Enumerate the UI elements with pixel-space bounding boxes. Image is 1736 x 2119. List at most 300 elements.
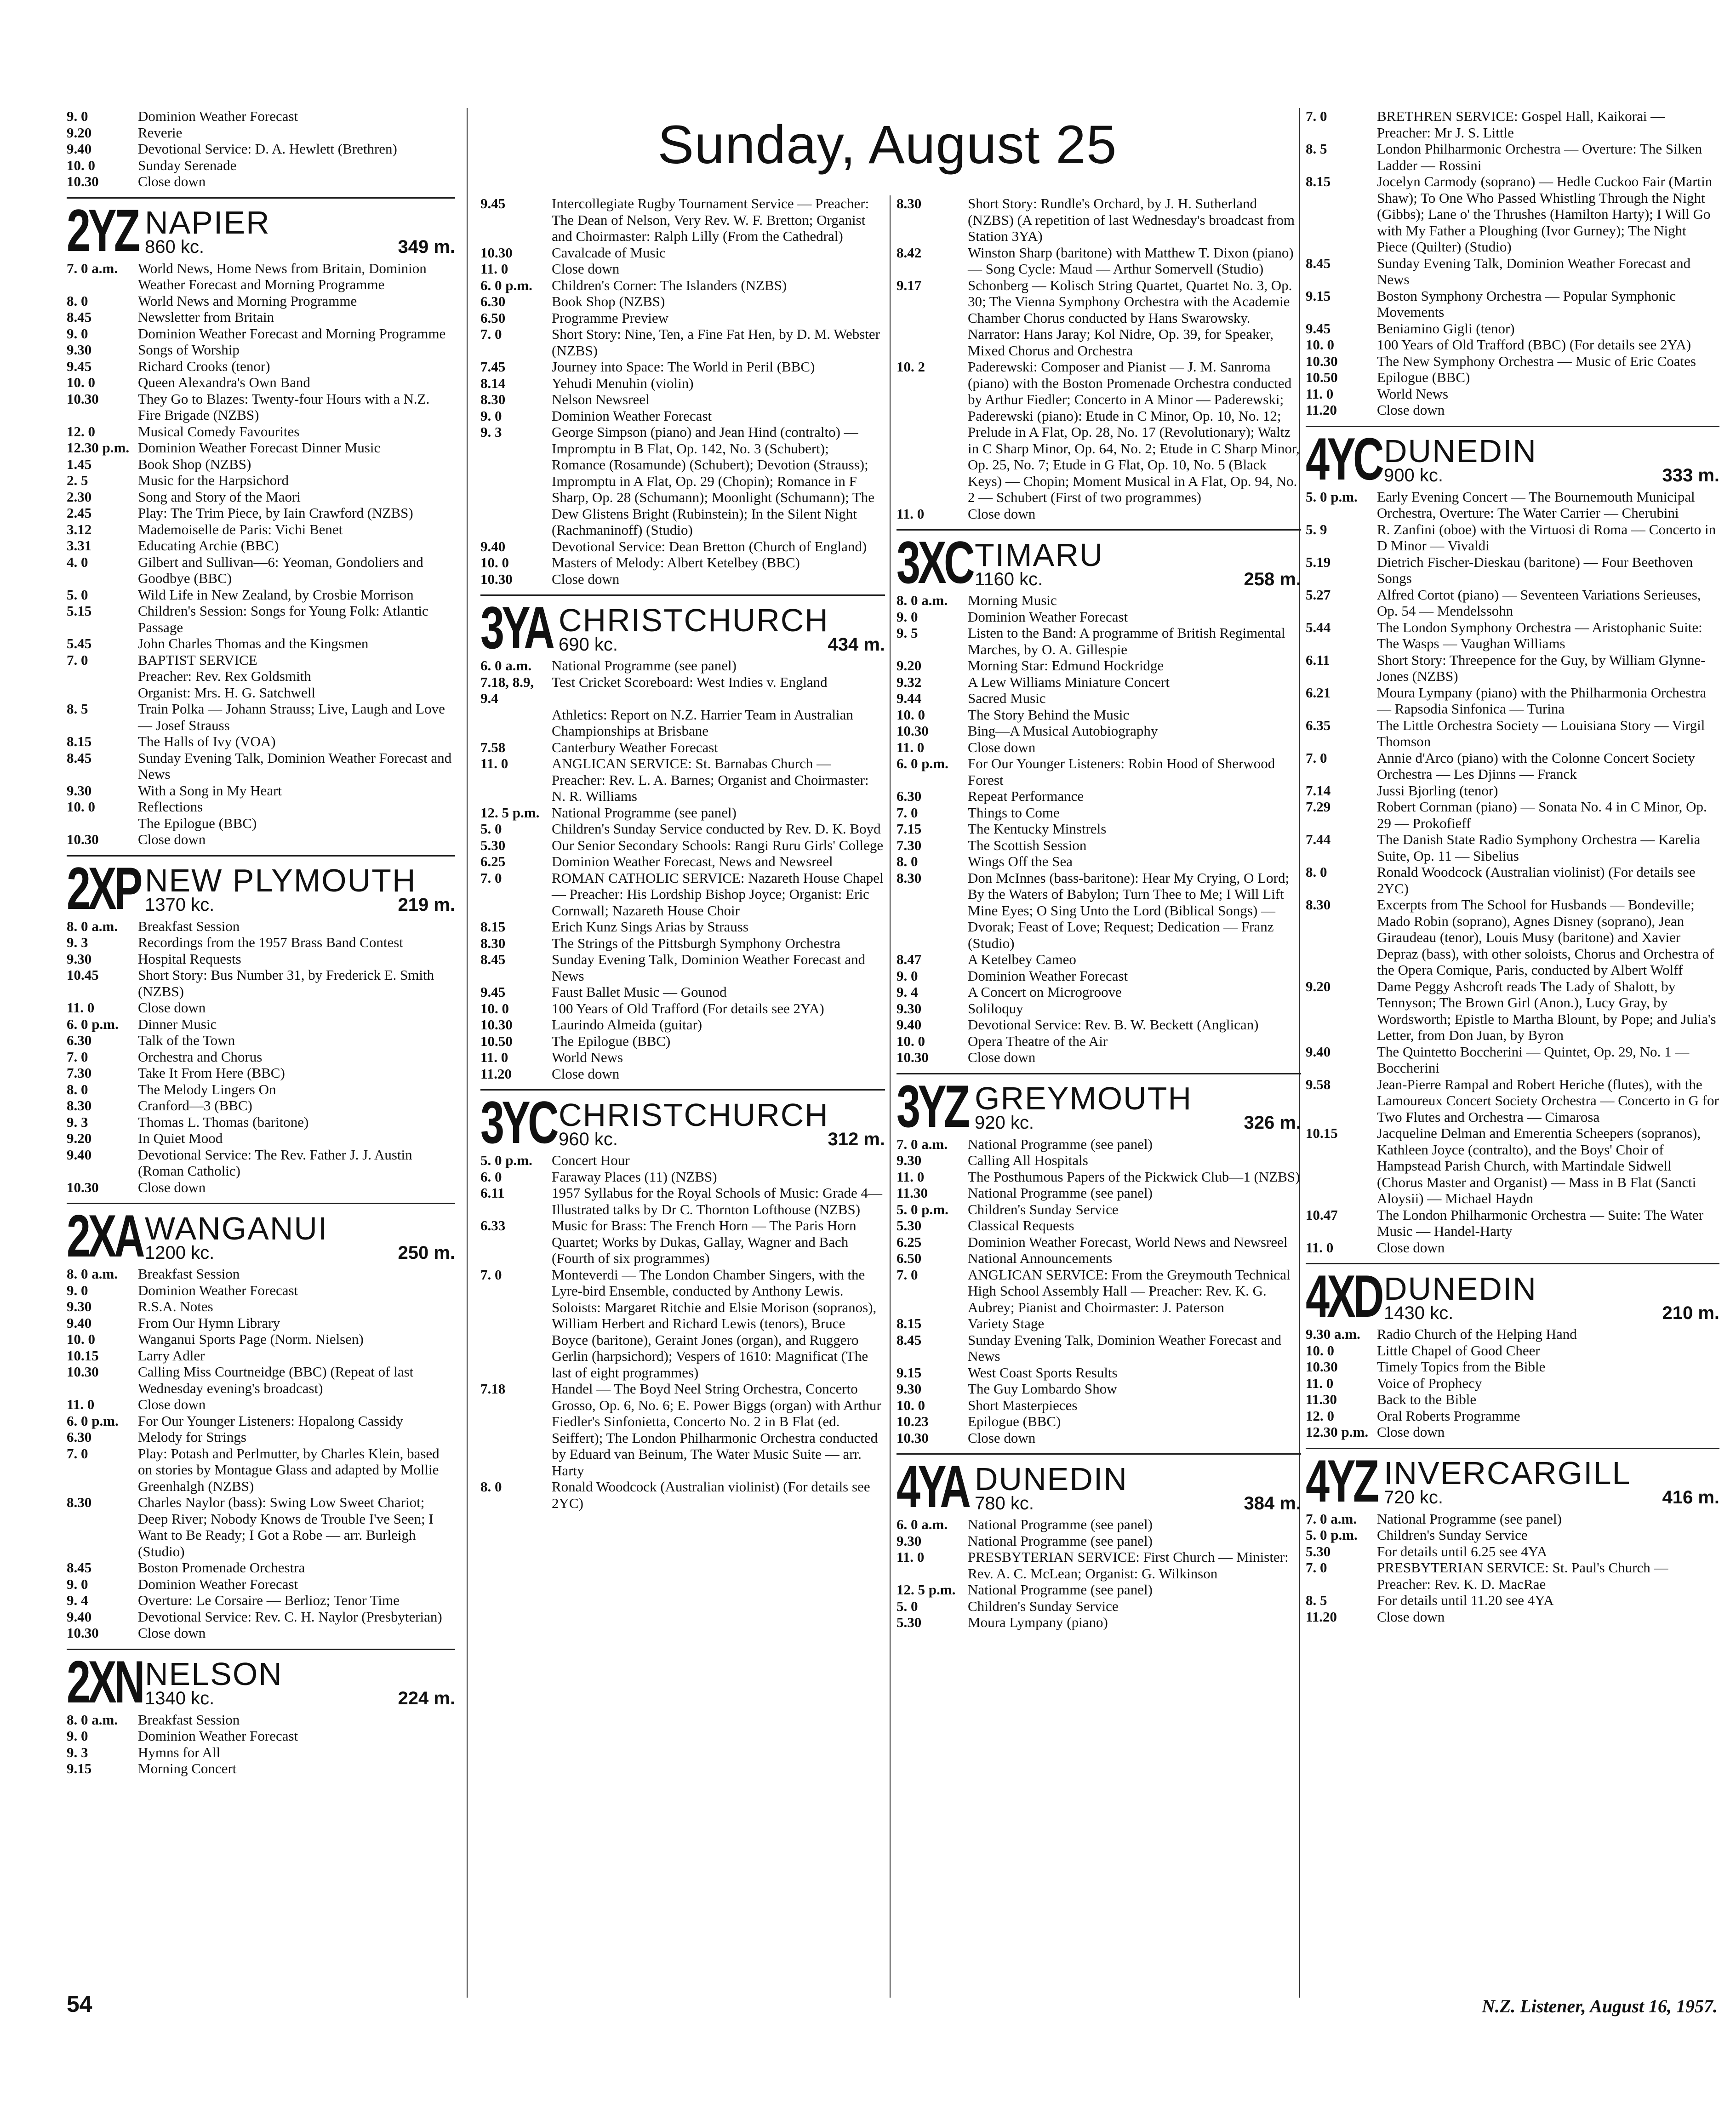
programme-time: 8. 0 a.m. — [897, 592, 948, 608]
programme-time: 6.35 — [1306, 717, 1331, 733]
programme-entry — [480, 277, 885, 294]
programme-entry — [67, 358, 455, 375]
programme-entry — [897, 195, 1301, 245]
programme-entry — [480, 1185, 885, 1217]
programme-entry — [67, 967, 455, 1000]
programme-time: 11.30 — [897, 1185, 928, 1201]
station-frequency: 720 kc. — [1384, 1487, 1443, 1508]
programme-time: 10.30 — [480, 571, 513, 587]
programme-entry — [67, 799, 455, 815]
dunedin-4xd-schedule — [1306, 1326, 1719, 1440]
programme-title: Beniamino Gigli (tenor) — [1377, 320, 1515, 337]
programme-entry — [67, 1114, 455, 1131]
station-wavelength: 384 m. — [1244, 1493, 1301, 1514]
programme-entry — [897, 359, 1301, 506]
programme-entry — [67, 309, 455, 326]
programme-time: 9.30 — [67, 342, 92, 358]
station-header-nelson — [67, 1648, 455, 1715]
programme-title: Ronald Woodcock (Australian violinist) (For details see 2YC) — [1377, 864, 1696, 897]
programme-time: 8.15 — [67, 733, 92, 749]
programme-time: 10. 0 — [67, 1331, 95, 1347]
programme-time: 10. 0 — [480, 554, 509, 571]
programme-entry — [1306, 1543, 1719, 1560]
programme-title: Reflections — [138, 799, 203, 815]
programme-time: 9.15 — [67, 1760, 92, 1776]
programme-entry — [1306, 1391, 1719, 1408]
programme-entry — [897, 1614, 1301, 1631]
programme-entry — [1306, 141, 1719, 173]
programme-time: 9. 3 — [67, 1114, 88, 1130]
station-city: DUNEDIN — [1384, 433, 1537, 469]
programme-entry — [67, 423, 455, 440]
programme-entry — [67, 1179, 455, 1196]
programme-time: 8.45 — [897, 1331, 922, 1348]
programme-entry — [897, 805, 1301, 821]
programme-time: 9. 0 — [67, 1282, 88, 1298]
programme-title: Little Chapel of Good Cheer — [1377, 1342, 1540, 1359]
programme-title: Sunday Evening Talk, Dominion Weather Forecast and News — [1377, 255, 1691, 287]
programme-entry — [67, 587, 455, 603]
programme-time: 9.32 — [897, 674, 922, 690]
programme-entry — [67, 1559, 455, 1576]
programme-time: 5.30 — [1306, 1543, 1331, 1559]
programme-entry — [897, 1582, 1301, 1598]
programme-title: Excerpts from The School for Husbands — Bondeville; Mado Robin (soprano), Agnes Disney (soprano), Jean Giraudeau (tenor), Louis Musy (baritone) and Xavier Depraz (bass), with other soloists, Chorus and Orchestra of the Opera Comique, Paris, conducted by Albert Wolff — [1377, 897, 1714, 978]
programme-time: 9.30 — [897, 1532, 922, 1549]
programme-title: Jussi Bjorling (tenor) — [1377, 782, 1498, 799]
programme-title: Hymns for All — [138, 1744, 221, 1760]
station-callsign: 2XA — [67, 1202, 143, 1269]
programme-title: The Melody Lingers On — [138, 1081, 276, 1097]
programme-time: 9.30 — [897, 1000, 922, 1017]
programme-time: 10.30 — [67, 1625, 99, 1641]
programme-entry — [897, 707, 1301, 723]
timaru-schedule — [897, 592, 1301, 1066]
programme-time: 9. 0 — [897, 967, 918, 984]
station-callsign: 2YZ — [67, 196, 138, 264]
programme-time: 11. 0 — [897, 505, 925, 522]
programme-title: From Our Hymn Library — [138, 1314, 280, 1331]
programme-entry — [897, 1267, 1301, 1316]
programme-title: Short Story: Threepence for the Guy, by William Glynne-Jones (NZBS) — [1377, 651, 1706, 684]
programme-time: 12. 5 p.m. — [897, 1582, 956, 1598]
station-header-timaru — [897, 529, 1301, 596]
programme-title: Athletics: Report on N.Z. Harrier Team in Australian Championships at Brisbane — [552, 706, 853, 739]
programme-time: 10. 0 — [897, 1033, 925, 1049]
programme-title: PRESBYTERIAN SERVICE: First Church — Minister: Rev. A. C. McLean; Organist: G. Wilkinson — [968, 1549, 1289, 1582]
programme-title: Early Evening Concert — The Bournemouth Municipal Orchestra, Overture: The Water Carrier — Cherubini — [1377, 488, 1695, 521]
programme-title: Close down — [968, 505, 1036, 522]
programme-title: Close down — [552, 571, 620, 587]
programme-title: A Concert on Microgroove — [968, 984, 1122, 1000]
programme-title: Short Masterpieces — [968, 1397, 1078, 1413]
station-header-invercargill — [1306, 1447, 1719, 1514]
programme-title: In Quiet Mood — [138, 1130, 223, 1146]
programme-time: 3.31 — [67, 537, 92, 554]
programme-title: World News — [1377, 385, 1449, 402]
programme-title: World News and Morning Programme — [138, 292, 357, 309]
programme-title: Children's Sunday Service — [1377, 1527, 1528, 1543]
programme-entry — [67, 440, 455, 456]
station-callsign: 4YZ — [1306, 1447, 1377, 1514]
programme-entry — [1306, 1527, 1719, 1543]
programme-time: 6.50 — [897, 1250, 922, 1266]
programme-title: National Programme (see panel) — [968, 1582, 1153, 1598]
programme-title: Ronald Woodcock (Australian violinist) (For details see 2YC) — [552, 1479, 870, 1511]
programme-entry — [480, 245, 885, 261]
programme-time: 7.30 — [897, 837, 922, 853]
programme-time: 9.30 a.m. — [1306, 1326, 1360, 1342]
station-callsign: 3YC — [480, 1089, 556, 1156]
programme-title: ANGLICAN SERVICE: St. Barnabas Church — Preacher: Rev. L. A. Barnes; Organist and Choirmaster: N. R. Williams — [552, 755, 869, 804]
programme-time: 10.50 — [1306, 369, 1338, 385]
programme-time: 10.45 — [67, 967, 99, 983]
programme-time: 11.20 — [1306, 402, 1337, 418]
programme-time: 10. 0 — [1306, 1342, 1334, 1359]
programme-title: Close down — [1377, 1239, 1445, 1256]
programme-time: 10. 0 — [1306, 337, 1334, 353]
greymouth-schedule — [897, 1136, 1301, 1446]
programme-time: 11. 0 — [897, 1549, 925, 1565]
programme-title: Close down — [1377, 1608, 1445, 1625]
programme-entry — [897, 1549, 1301, 1582]
column-3 — [897, 195, 1301, 2085]
programme-time: 8.45 — [1306, 255, 1331, 271]
station-header-wanganui — [67, 1202, 455, 1269]
programme-time: 9.30 — [897, 1381, 922, 1397]
programme-entry — [897, 870, 1301, 952]
programme-title: Boston Promenade Orchestra — [138, 1559, 305, 1576]
col4-top-schedule — [1306, 108, 1719, 418]
programme-time: 5. 9 — [1306, 521, 1327, 537]
programme-time: 6.25 — [480, 853, 506, 869]
station-header-dunedin-4yc — [1306, 425, 1719, 492]
programme-time: 7. 0 — [67, 651, 88, 668]
station-header-new-plymouth — [67, 854, 455, 922]
programme-time: 9.30 — [67, 1298, 92, 1314]
programme-entry — [67, 157, 455, 174]
programme-time: 8. 0 — [897, 853, 918, 869]
programme-time: 5.15 — [67, 603, 92, 619]
programme-entry — [1306, 750, 1719, 782]
programme-entry — [1306, 652, 1719, 685]
programme-title: Dame Peggy Ashcroft reads The Lady of Shalott, by Tennyson; The Brown Girl (Anon.), Lucy Gray, by Wordsworth; Epistle to Martha Blount, by Pope; and Julia's Letter, from Don Juan, by Byron — [1377, 978, 1716, 1043]
programme-title: Reverie — [138, 124, 183, 141]
programme-title: They Go to Blazes: Twenty-four Hours with a N.Z. Fire Brigade (NZBS) — [138, 390, 430, 423]
programme-time: 6. 0 p.m. — [480, 277, 532, 293]
programme-entry — [897, 984, 1301, 1000]
programme-entry — [897, 1381, 1301, 1397]
programme-title: Book Shop (NZBS) — [138, 456, 251, 472]
programme-time: 9.45 — [480, 195, 506, 211]
programme-entry — [480, 755, 885, 805]
programme-title: Variety Stage — [968, 1315, 1045, 1331]
programme-entry — [1306, 320, 1719, 337]
programme-time: 8.30 — [1306, 897, 1331, 913]
station-frequency: 780 kc. — [975, 1493, 1034, 1514]
programme-time: 6.11 — [480, 1185, 505, 1201]
programme-entry — [897, 1169, 1301, 1185]
column-rule — [467, 108, 468, 1998]
programme-title: The Quintetto Boccherini — Quintet, Op. 29, No. 1 — Boccherini — [1377, 1043, 1690, 1076]
programme-title: National Programme (see panel) — [1377, 1510, 1562, 1527]
station-frequency: 920 kc. — [975, 1113, 1034, 1133]
programme-title: Hospital Requests — [138, 950, 241, 967]
station-wavelength: 210 m. — [1662, 1302, 1719, 1323]
programme-title: Close down — [138, 831, 206, 847]
programme-time: 6.11 — [1306, 651, 1330, 668]
programme-entry — [1306, 1239, 1719, 1256]
programme-title: Short Story: Nine, Ten, a Fine Fat Hen, by D. M. Webster (NZBS) — [552, 326, 880, 359]
programme-time: 7. 0 — [897, 804, 918, 821]
programme-time: 5.30 — [897, 1217, 922, 1234]
programme-title: George Simpson (piano) and Jean Hind (contralto) — Impromptu in B Flat, Op. 142, No. 3 (Schubert); Romance (Rosamunde) (Schubert); Devotion (Strauss); Impromptu in A Flat, Op. 29 (Chopin); Romance in F Sharp, Op. 28 (Schumann); Moonlight (Schumann); The Dew Glistens Bright (Rubinstein); In the Silent Night (Rachmaninoff) (Studio) — [552, 424, 875, 538]
station-wavelength: 333 m. — [1662, 465, 1719, 485]
programme-title: Mademoiselle de Paris: Vichi Benet — [138, 521, 343, 537]
programme-time: 5. 0 — [897, 1598, 918, 1614]
programme-title: Paderewski: Composer and Pianist — J. M. Sanroma (piano) with the Boston Promenade Orchestra conducted by Arthur Fiedler; Concerto in A Minor — Paderewski; Paderewski (piano): Etude in C Minor, Op. 10, No. 12; Prelude in A Flat, Op. 28, No. 17 (Revolutionary); Waltz in C Sharp Minor, Op. 64, No. 2; Etude in C Sharp Minor, Op. 25, No. 7; Etude in G Flat, Op. 10, No. 5 (Black Keys) — Chopin; Moment Musical in A Flat, Op. 94, No. 2 — Schubert (First of two programmes) — [968, 359, 1300, 505]
programme-time: 5. 0 p.m. — [1306, 488, 1358, 505]
programme-title: Breakfast Session — [138, 1266, 240, 1282]
programme-title: Recordings from the 1957 Brass Band Contest — [138, 934, 403, 950]
station-header-greymouth — [897, 1072, 1301, 1140]
programme-time: 10.30 — [897, 1429, 929, 1446]
programme-entry — [480, 375, 885, 392]
station-city: TIMARU — [975, 537, 1104, 573]
programme-title: Moura Lympany (piano) with the Philharmonia Orchestra — Rapsodia Sinfonica — Turina — [1377, 684, 1707, 717]
station-frequency: 860 kc. — [145, 237, 204, 257]
programme-title: Radio Church of the Helping Hand — [1377, 1326, 1577, 1342]
programme-title: For details until 6.25 see 4YA — [1377, 1543, 1548, 1559]
programme-entry — [1306, 782, 1719, 799]
programme-time: 8. 0 a.m. — [67, 1266, 118, 1282]
station-wavelength: 349 m. — [398, 237, 455, 257]
programme-title: Organist: Mrs. H. G. Satchwell — [138, 684, 316, 701]
programme-entry — [1306, 402, 1719, 418]
programme-title: Yehudi Menuhin (violin) — [552, 375, 694, 391]
programme-entry — [1306, 521, 1719, 554]
programme-entry — [480, 1217, 885, 1267]
programme-entry — [67, 1728, 455, 1744]
programme-title: Dominion Weather Forecast and Morning Programme — [138, 325, 446, 342]
programme-entry — [1306, 831, 1719, 864]
programme-title: Timely Topics from the Bible — [1377, 1359, 1546, 1375]
christchurch-3ya-schedule — [480, 657, 885, 1082]
programme-title: Voice of Prophecy — [1377, 1375, 1482, 1391]
programme-title: Schonberg — Kolisch String Quartet, Quartet No. 3, Op. 30; The Vienna Symphony Orchestra with the Academie Chamber Chorus conducted by Hans Swarowsky. Narrator: Hans Jaray; Kol Nidre, Op. 39, for Speaker, Mixed Chorus and Orchestra — [968, 277, 1292, 359]
programme-entry — [897, 755, 1301, 788]
programme-title: With a Song in My Heart — [138, 782, 282, 799]
programme-time: 7. 0 a.m. — [67, 260, 118, 276]
programme-time: 10.30 — [67, 1364, 99, 1380]
programme-time: 6.30 — [897, 788, 922, 804]
programme-entry — [67, 1130, 455, 1147]
programme-entry — [67, 815, 455, 832]
programme-entry — [897, 1430, 1301, 1446]
programme-time: 11. 0 — [1306, 385, 1334, 402]
programme-time: 9. 0 — [897, 608, 918, 625]
programme-entry — [67, 1744, 455, 1761]
programme-title: Dominion Weather Forecast — [138, 1282, 298, 1298]
programme-title: Dominion Weather Forecast, World News and Newsreel — [968, 1234, 1288, 1250]
programme-entry — [897, 853, 1301, 870]
programme-time: 7. 0 — [67, 1048, 88, 1065]
programme-title: National Programme (see panel) — [968, 1185, 1153, 1201]
programme-title: Songs of Worship — [138, 342, 240, 358]
programme-time: 11. 0 — [1306, 1239, 1334, 1256]
programme-time: 7. 0 — [480, 1266, 502, 1283]
programme-title: The Little Orchestra Society — Louisiana Story — Virgil Thomson — [1377, 717, 1705, 749]
programme-title: Repeat Performance — [968, 788, 1084, 804]
programme-time: 8. 0 — [480, 1479, 502, 1495]
programme-time: 6. 0 a.m. — [897, 1516, 948, 1532]
station-wavelength: 224 m. — [398, 1688, 455, 1708]
programme-time: 10. 0 — [480, 1000, 509, 1017]
publication-line: N.Z. Listener, August 16, 1957. — [1481, 1996, 1718, 2016]
napier-schedule — [67, 260, 455, 848]
programme-time: 7. 0 — [1306, 1559, 1327, 1576]
programme-time: 7. 0 — [897, 1266, 918, 1283]
programme-title: Annie d'Arco (piano) with the Colonne Concert Society Orchestra — Les Djinns — Franck — [1377, 749, 1695, 782]
programme-time: 8. 0 — [67, 1081, 88, 1097]
programme-time: 9. 0 — [67, 1576, 88, 1592]
programme-time: 5. 0 p.m. — [897, 1201, 948, 1217]
programme-entry — [897, 1185, 1301, 1201]
station-city: CHRISTCHURCH — [559, 602, 829, 638]
programme-entry — [67, 1429, 455, 1445]
programme-entry — [67, 782, 455, 799]
christchurch-3yc-schedule — [480, 1152, 885, 1511]
programme-title: National Programme (see panel) — [968, 1136, 1153, 1152]
programme-time: 7. 0 a.m. — [1306, 1510, 1357, 1527]
programme-entry — [897, 788, 1301, 805]
nelson-schedule — [67, 1712, 455, 1777]
programme-time: 9.20 — [897, 657, 922, 674]
programme-time: 8. 0 — [67, 292, 88, 309]
programme-time: 9.40 — [1306, 1043, 1331, 1060]
programme-entry — [67, 391, 455, 423]
programme-entry — [1306, 1424, 1719, 1440]
programme-entry — [67, 1000, 455, 1016]
programme-time: 8.15 — [480, 919, 506, 935]
station-wavelength: 250 m. — [398, 1242, 455, 1263]
programme-time: 9.45 — [67, 358, 92, 374]
programme-time: 8.45 — [67, 749, 92, 766]
programme-title: Close down — [968, 1049, 1036, 1065]
wanganui-schedule — [67, 1266, 455, 1641]
programme-entry — [480, 261, 885, 277]
programme-title: 100 Years of Old Trafford (BBC) (For details see 2YA) — [1377, 337, 1691, 353]
programme-title: Close down — [968, 739, 1036, 755]
programme-title: The Kentucky Minstrels — [968, 821, 1107, 837]
programme-title: Calling Miss Courtneidge (BBC) (Repeat of last Wednesday evening's broadcast) — [138, 1364, 414, 1396]
programme-time: 10. 0 — [67, 799, 95, 815]
programme-time: 2.30 — [67, 488, 92, 505]
programme-time: 7.15 — [897, 821, 922, 837]
station-header-napier — [67, 196, 455, 264]
programme-title: Close down — [552, 261, 620, 277]
programme-title: London Philharmonic Orchestra — Overture: The Silken Ladder — Rossini — [1377, 141, 1702, 173]
programme-title: Orchestra and Chorus — [138, 1048, 263, 1065]
programme-entry — [1306, 1375, 1719, 1392]
programme-title: Overture: Le Corsaire — Berlioz; Tenor Time — [138, 1592, 400, 1608]
programme-time: 9.20 — [67, 124, 92, 141]
programme-entry — [480, 919, 885, 935]
programme-entry — [897, 1250, 1301, 1267]
programme-title: Oral Roberts Programme — [1377, 1407, 1520, 1424]
programme-time: 7.18 — [480, 1381, 506, 1397]
programme-title: Sunday Serenade — [138, 157, 237, 173]
programme-title: Faraway Places (11) (NZBS) — [552, 1168, 717, 1185]
programme-time: 8.42 — [897, 244, 922, 261]
programme-entry — [480, 853, 885, 870]
programme-time: 7.44 — [1306, 831, 1331, 847]
programme-title: Sunday Evening Talk, Dominion Weather Forecast and News — [138, 749, 452, 782]
programme-entry — [67, 635, 455, 652]
col2-top-schedule — [480, 195, 885, 587]
programme-time: 7.18, 8.9, 9.4 — [480, 674, 534, 706]
programme-title: Dominion Weather Forecast — [138, 1576, 298, 1592]
programme-entry — [897, 1533, 1301, 1549]
programme-title: Boston Symphony Orchestra — Popular Symphonic Movements — [1377, 287, 1676, 320]
programme-title: BRETHREN SERVICE: Gospel Hall, Kaikorai — Preacher: Mr J. S. Little — [1377, 108, 1665, 141]
station-frequency: 900 kc. — [1384, 465, 1443, 485]
programme-entry — [897, 245, 1301, 277]
programme-time: 11. 0 — [480, 755, 508, 771]
col1-top-schedule — [67, 108, 455, 190]
programme-time: 5.44 — [1306, 619, 1331, 635]
programme-entry — [897, 1365, 1301, 1381]
programme-entry — [897, 609, 1301, 625]
programme-title: Educating Archie (BBC) — [138, 537, 279, 554]
programme-title: 100 Years of Old Trafford (For details see 2YA) — [552, 1000, 824, 1017]
programme-entry — [67, 342, 455, 358]
station-callsign: 3YA — [480, 594, 553, 661]
programme-time: 10.30 — [897, 1049, 929, 1065]
programme-time: 5. 0 — [67, 586, 88, 603]
programme-time: 8. 0 a.m. — [67, 918, 118, 934]
programme-entry — [480, 1033, 885, 1050]
programme-entry — [1306, 369, 1719, 386]
programme-time: 7. 0 a.m. — [897, 1136, 948, 1152]
programme-entry — [1306, 288, 1719, 320]
programme-time: 10.50 — [480, 1033, 513, 1049]
station-wavelength: 326 m. — [1244, 1113, 1301, 1133]
programme-time: 8.15 — [1306, 173, 1331, 189]
programme-time: 6.25 — [897, 1234, 922, 1250]
programme-time: 9. 3 — [67, 934, 88, 950]
programme-title: Close down — [138, 1000, 206, 1016]
station-city: DUNEDIN — [975, 1461, 1128, 1497]
programme-entry — [67, 603, 455, 635]
programme-title: National Programme (see panel) — [968, 1516, 1153, 1532]
programme-title: Sunday Evening Talk, Dominion Weather Forecast and News — [968, 1331, 1282, 1364]
programme-time: 9. 0 — [67, 325, 88, 342]
programme-title: Calling All Hospitals — [968, 1152, 1088, 1168]
programme-entry — [480, 707, 885, 739]
programme-title: Handel — The Boyd Neel String Orchestra, Concerto Grosso, Op. 6, No. 6; E. Power Biggs (organ) with Arthur Fiedler's Sinfonietta, Concerto No. 2 in B Flat (ed. Seiffert); The London Philharmonic Orchestra conducted by Eduard van Beinum, The Water Music Suite — arr. Harty — [552, 1381, 881, 1479]
programme-title: Children's Sunday Service — [968, 1598, 1119, 1614]
programme-time: 6.21 — [1306, 684, 1331, 701]
programme-entry — [67, 1625, 455, 1641]
station-frequency: 1200 kc. — [145, 1242, 215, 1263]
station-city: NELSON — [145, 1656, 283, 1692]
station-city: WANGANUI — [145, 1210, 328, 1246]
programme-title: Preacher: Rev. Rex Goldsmith — [138, 668, 311, 684]
programme-entry — [67, 374, 455, 391]
programme-time: 8.45 — [480, 951, 506, 967]
programme-time: 9.30 — [67, 950, 92, 967]
